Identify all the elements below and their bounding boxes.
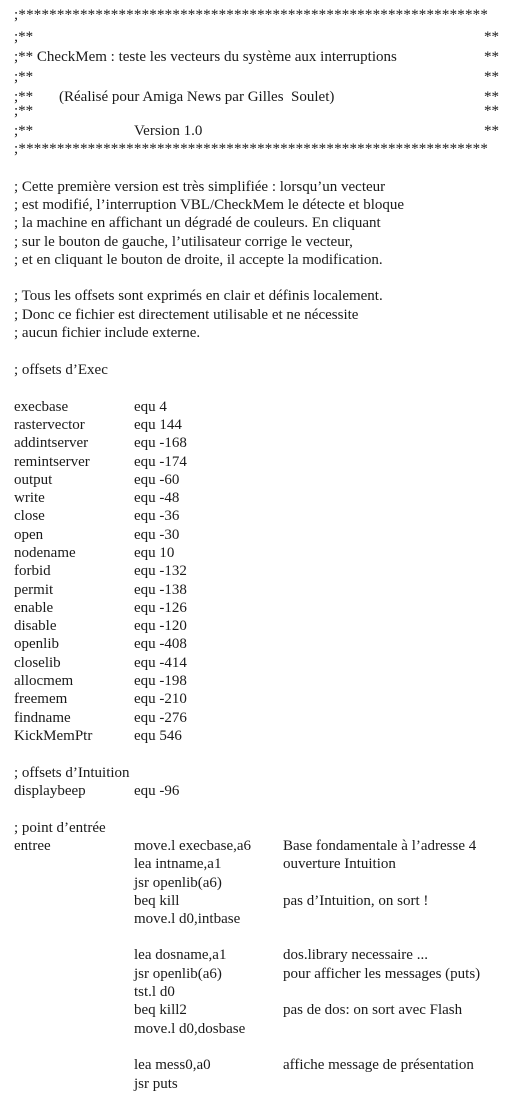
equate-value: equ -126: [134, 600, 187, 616]
equate-value: equ 546: [134, 728, 182, 744]
equate-value: equ -210: [134, 691, 187, 707]
intuition-heading: ; offsets d’Intuition: [14, 765, 130, 781]
offset-comment: ; Donc ce fichier est directement utilisable et ne nécessite: [14, 307, 359, 323]
equate-value: equ -30: [134, 527, 180, 543]
equate-value: equ -60: [134, 472, 180, 488]
equate-value: equ -168: [134, 435, 187, 451]
code-instruction: jsr openlib(a6): [134, 966, 222, 982]
equate-name: close: [14, 508, 45, 524]
equate-value: equ -48: [134, 490, 180, 506]
code-comment: pas de dos: on sort avec Flash: [283, 1002, 463, 1018]
intro-comment: ; Cette première version est très simplifiée : lorsqu’un vecteur: [14, 179, 386, 195]
header-right-stars: **: [484, 123, 499, 139]
equate-name: findname: [14, 710, 71, 726]
equate-value: equ 144: [134, 417, 182, 433]
header-border-bottom: ;*************************************************************: [14, 141, 489, 157]
equate-name: rastervector: [14, 417, 85, 433]
equate-name: open: [14, 527, 44, 543]
header-blank-line: ;**: [14, 103, 34, 119]
code-instruction: move.l d0,intbase: [134, 911, 241, 927]
equate-name: KickMemPtr: [14, 728, 93, 744]
equate-name: forbid: [14, 563, 51, 579]
header-right-stars: **: [484, 89, 499, 105]
code-instruction: lea mess0,a0: [134, 1057, 211, 1073]
code-comment: pas d’Intuition, on sort !: [283, 893, 429, 909]
offset-comment: ; Tous les offsets sont exprimés en clair et définis localement.: [14, 288, 383, 304]
intro-comment: ; la machine en affichant un dégradé de couleurs. En cliquant: [14, 215, 381, 231]
equate-name: openlib: [14, 636, 59, 652]
code-comment: ouverture Intuition: [283, 856, 396, 872]
code-instruction: tst.l d0: [134, 984, 175, 1000]
equate-name: permit: [14, 582, 54, 598]
header-right-stars: **: [484, 49, 499, 65]
equate-name: closelib: [14, 655, 61, 671]
exec-heading: ; offsets d’Exec: [14, 362, 108, 378]
intro-comment: ; et en cliquant le bouton de droite, il accepte la modification.: [14, 252, 383, 268]
equate-name: enable: [14, 600, 54, 616]
equate-value: equ 4: [134, 399, 167, 415]
code-instruction: lea intname,a1: [134, 856, 222, 872]
code-instruction: beq kill: [134, 893, 180, 909]
header-blank-line: ;**: [14, 69, 34, 85]
header-title: ;** CheckMem : teste les vecteurs du système aux interruptions: [14, 49, 397, 65]
code-instruction: jsr puts: [134, 1076, 178, 1092]
code-instruction: jsr openlib(a6): [134, 875, 222, 891]
equate-value: equ -414: [134, 655, 187, 671]
equate-name: output: [14, 472, 53, 488]
equate-name: displaybeep: [14, 783, 86, 799]
equate-name: execbase: [14, 399, 69, 415]
code-comment: pour afficher les messages (puts): [283, 966, 481, 982]
equate-name: write: [14, 490, 45, 506]
offset-comment: ; aucun fichier include externe.: [14, 325, 201, 341]
equate-name: addintserver: [14, 435, 89, 451]
header-version-prefix: ;**: [14, 123, 34, 139]
header-right-stars: **: [484, 69, 499, 85]
equate-value: equ -276: [134, 710, 187, 726]
equate-name: remintserver: [14, 454, 90, 470]
equate-value: equ -408: [134, 636, 187, 652]
equate-name: disable: [14, 618, 57, 634]
equate-name: nodename: [14, 545, 76, 561]
equate-value: equ -174: [134, 454, 187, 470]
code-comment: dos.library necessaire ...: [283, 947, 428, 963]
code-instruction: move.l d0,dosbase: [134, 1021, 246, 1037]
equate-name: freemem: [14, 691, 68, 707]
code-label: entree: [14, 838, 51, 854]
intro-comment: ; sur le bouton de gauche, l’utilisateur corrige le vecteur,: [14, 234, 353, 250]
code-instruction: beq kill2: [134, 1002, 187, 1018]
header-author: (Réalisé pour Amiga News par Gilles Soulet): [59, 89, 335, 105]
code-comment: affiche message de présentation: [283, 1057, 474, 1073]
equate-value: equ -120: [134, 618, 187, 634]
code-comment: Base fondamentale à l’adresse 4: [283, 838, 477, 854]
equate-value: equ -138: [134, 582, 187, 598]
intro-comment: ; est modifié, l’interruption VBL/CheckMem le détecte et bloque: [14, 197, 405, 213]
equate-value: equ -96: [134, 783, 180, 799]
equate-value: equ -132: [134, 563, 187, 579]
equate-value: equ -198: [134, 673, 187, 689]
header-author-prefix: ;**: [14, 89, 34, 105]
header-version: Version 1.0: [134, 123, 203, 139]
header-blank-line: ;**: [14, 29, 34, 45]
equate-value: equ -36: [134, 508, 180, 524]
header-right-stars: **: [484, 29, 499, 45]
header-right-stars: **: [484, 103, 499, 119]
code-instruction: move.l execbase,a6: [134, 838, 252, 854]
entry-heading: ; point d’entrée: [14, 820, 106, 836]
header-border-top: ;*************************************************************: [14, 7, 489, 23]
code-instruction: lea dosname,a1: [134, 947, 227, 963]
equate-value: equ 10: [134, 545, 175, 561]
equate-name: allocmem: [14, 673, 74, 689]
